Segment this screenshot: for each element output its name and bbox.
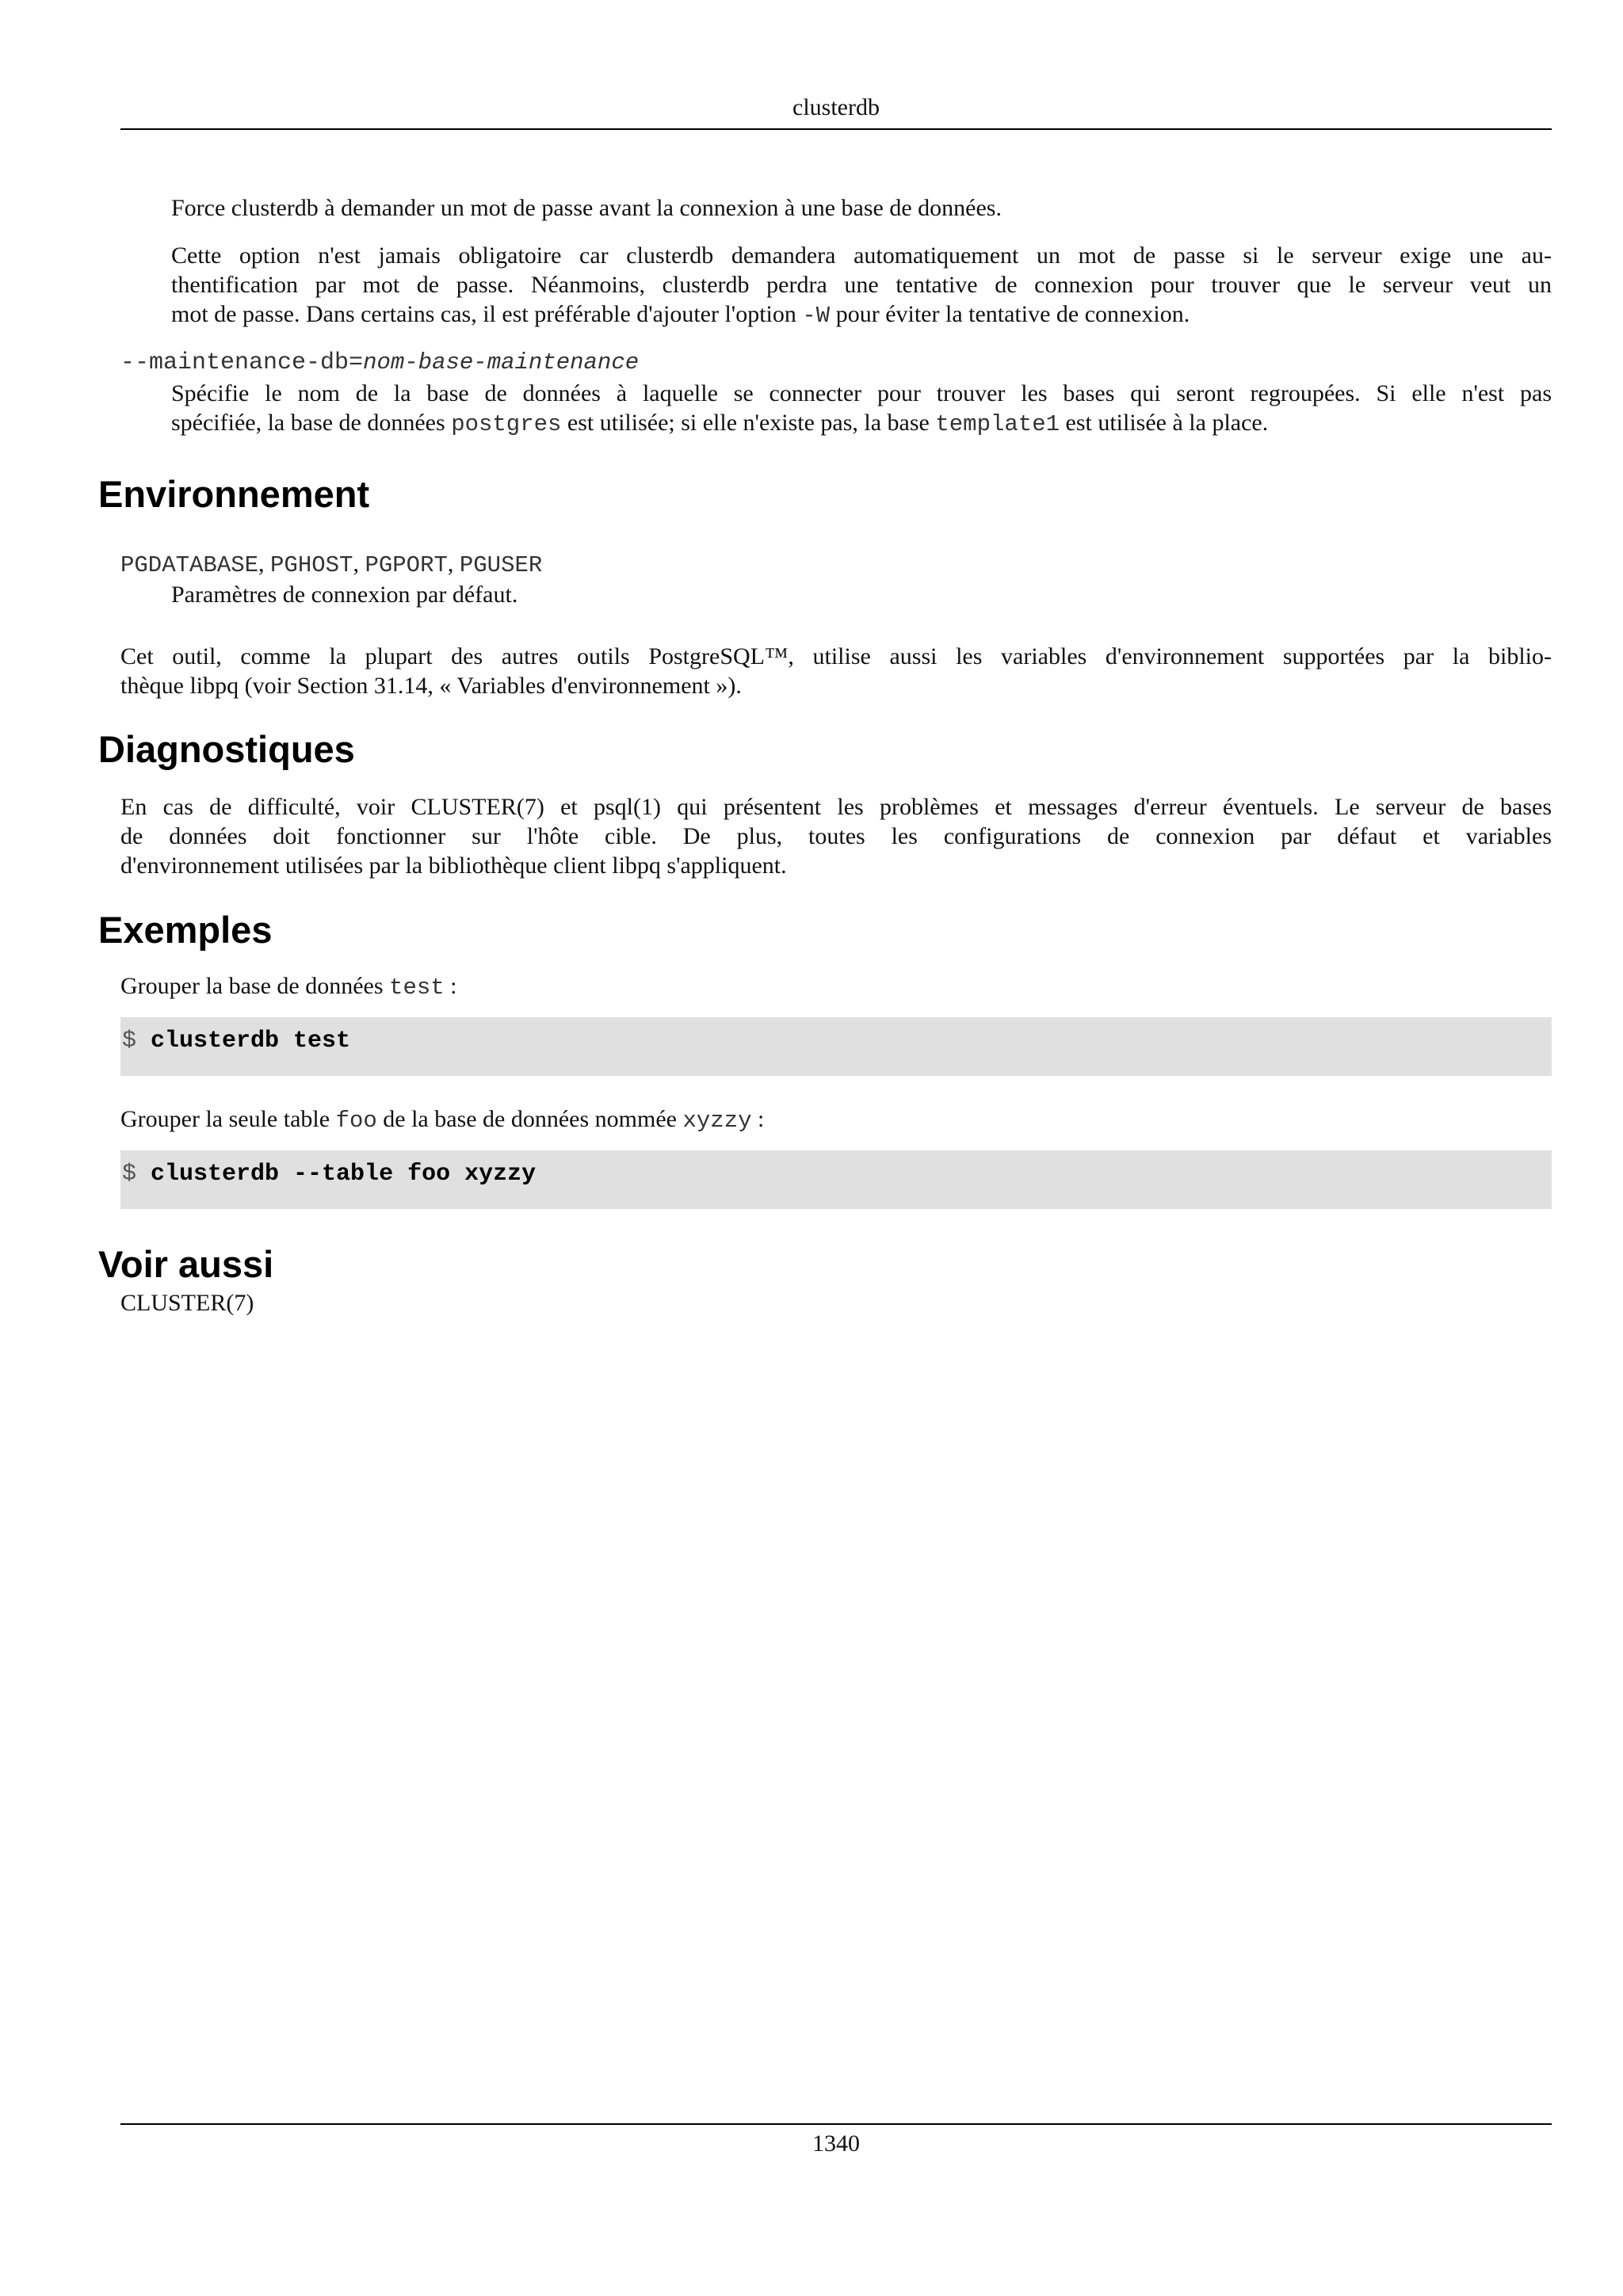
shell-command: clusterdb test bbox=[151, 1028, 351, 1055]
env-var: PGUSER bbox=[459, 552, 543, 578]
diagnostics-paragraph bbox=[120, 792, 1552, 880]
separator: , bbox=[258, 551, 271, 577]
option-name: --maintenance-db= bbox=[120, 349, 364, 376]
code-line bbox=[122, 1027, 350, 1055]
env-vars-term bbox=[120, 550, 542, 580]
password-note-line-2: thentification par mot de passe. Néanmoins, clusterdb perdra une tentative de connexion pour trouver que le serveur veut un bbox=[171, 272, 1552, 298]
env-para-line-1: Cet outil, comme la plupart des autres outils PostgreSQL™, utilise aussi les variables d'environnement supportées par la biblio- bbox=[120, 643, 1552, 669]
example-1-code-block bbox=[120, 1017, 1552, 1076]
text-run: est utilisée à la place. bbox=[1060, 410, 1269, 436]
section-heading-environment: Environnement bbox=[98, 473, 370, 515]
maintenance-db-term bbox=[120, 349, 639, 377]
maintenance-desc-line-1: Spécifie le nom de la base de données à laquelle se connecter pour trouver les bases qui seront regroupées. Si elle n'est pas bbox=[171, 380, 1552, 406]
shell-prompt: $ bbox=[122, 1028, 151, 1055]
header-rule bbox=[120, 128, 1552, 130]
inline-code: xyzzy bbox=[682, 1108, 752, 1134]
env-var: PGDATABASE bbox=[120, 552, 259, 578]
separator: , bbox=[447, 551, 460, 577]
text-run: pour éviter la tentative de connexion. bbox=[830, 301, 1190, 327]
password-note-line-3 bbox=[171, 299, 1552, 330]
environment-paragraph bbox=[120, 642, 1552, 700]
section-heading-examples: Exemples bbox=[98, 909, 273, 951]
password-note-line-1: Cette option n'est jamais obligatoire car clusterdb demandera automatiquement un mot de passe si le serveur exige une au- bbox=[171, 242, 1552, 269]
env-var: PGHOST bbox=[270, 552, 353, 578]
option-argument: nom-base-maintenance bbox=[363, 349, 640, 376]
section-heading-see-also: Voir aussi bbox=[98, 1243, 274, 1285]
text-run: est utilisée; si elle n'existe pas, la base bbox=[561, 410, 936, 436]
text-run: mot de passe. Dans certains cas, il est préférable d'ajouter l'option bbox=[171, 301, 803, 327]
text-run: de la base de données nommée bbox=[376, 1106, 683, 1132]
env-para-line-2: thèque libpq (voir Section 31.14, « Variables d'environnement »). bbox=[120, 673, 742, 699]
text-run: Grouper la base de données bbox=[120, 973, 390, 999]
diag-line-3: d'environnement utilisées par la bibliothèque client libpq s'appliquent. bbox=[120, 852, 787, 879]
env-vars-desc: Paramètres de connexion par défaut. bbox=[171, 582, 518, 608]
separator: , bbox=[353, 551, 365, 577]
password-desc-line: Force clusterdb à demander un mot de passe avant la connexion à une base de données. bbox=[171, 195, 1002, 221]
running-header: clusterdb bbox=[792, 94, 880, 120]
inline-code: -W bbox=[802, 303, 831, 329]
shell-command: clusterdb --table foo xyzzy bbox=[151, 1161, 537, 1188]
diag-line-1: En cas de difficulté, voir CLUSTER(7) et psql(1) qui présentent les problèmes et messages d'erreur éventuels. Le serveur de bases bbox=[120, 794, 1552, 820]
page-number: 1340 bbox=[812, 2130, 860, 2157]
diag-line-2: de données doit fonctionner sur l'hôte cible. De plus, toutes les configurations de connexion par défaut et variables bbox=[120, 823, 1552, 849]
example-2-intro bbox=[120, 1104, 1552, 1135]
text-run: : bbox=[444, 973, 457, 999]
example-1-intro bbox=[120, 971, 1552, 1002]
example-2-code-block bbox=[120, 1150, 1552, 1209]
text-run: Grouper la seule table bbox=[120, 1106, 336, 1132]
password-option-desc bbox=[171, 193, 1552, 223]
see-also-reference: CLUSTER(7) bbox=[120, 1290, 254, 1316]
text-run: spécifiée, la base de données bbox=[171, 410, 452, 436]
inline-code: template1 bbox=[935, 411, 1060, 437]
maintenance-desc-line-2 bbox=[171, 408, 1552, 439]
footer-rule bbox=[120, 2123, 1552, 2125]
maintenance-db-desc bbox=[171, 379, 1552, 439]
inline-code: foo bbox=[335, 1108, 377, 1134]
text-run: : bbox=[751, 1106, 765, 1132]
code-line bbox=[122, 1160, 536, 1188]
section-heading-diagnostics: Diagnostiques bbox=[98, 728, 355, 770]
password-option-note bbox=[171, 241, 1552, 330]
inline-code: postgres bbox=[451, 411, 562, 437]
inline-code: test bbox=[389, 974, 445, 1001]
env-var: PGPORT bbox=[365, 552, 448, 578]
shell-prompt: $ bbox=[122, 1161, 151, 1188]
